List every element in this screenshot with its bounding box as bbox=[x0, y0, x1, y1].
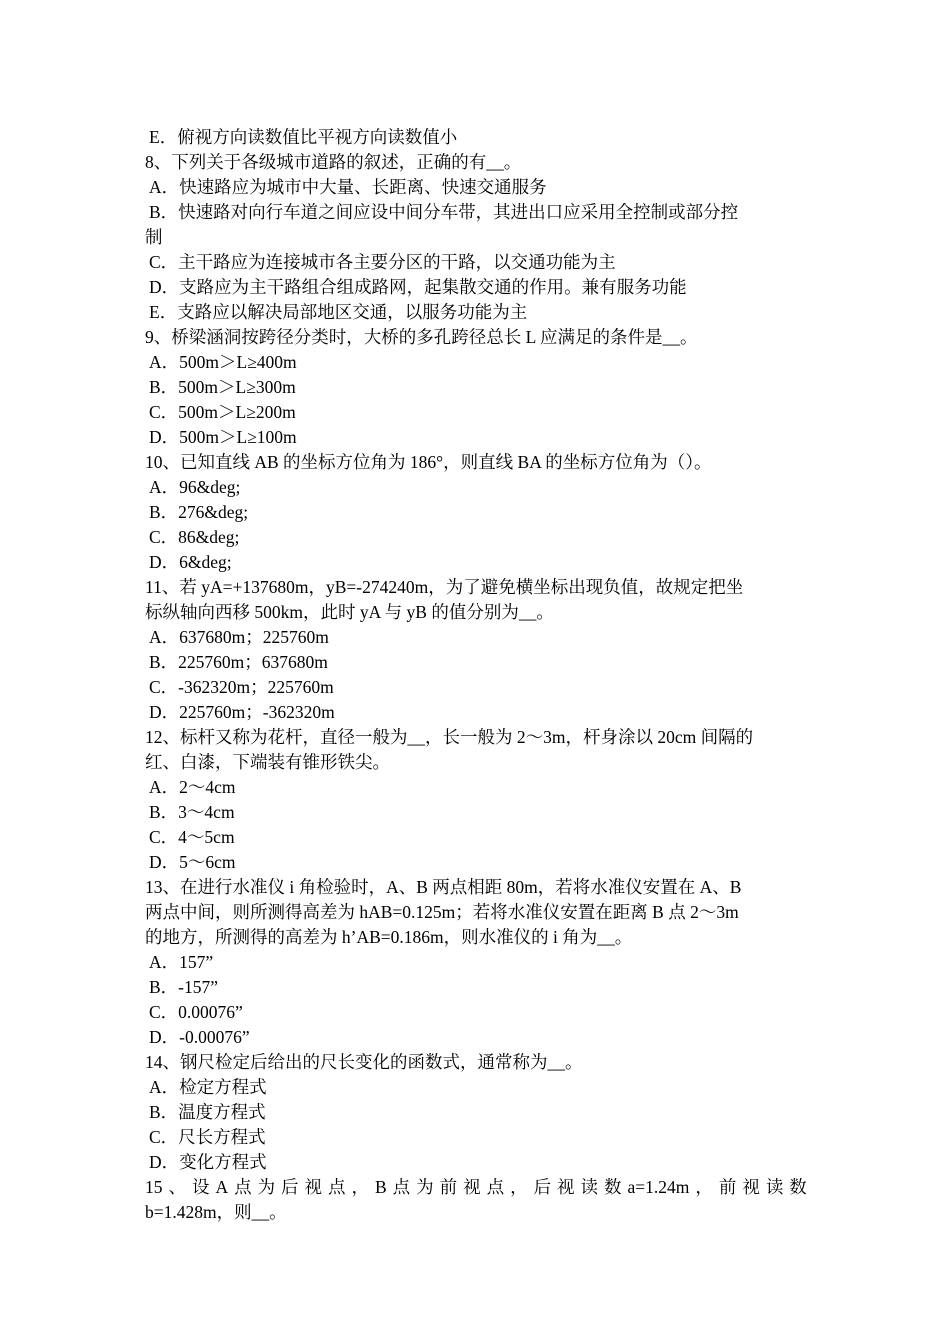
question-text: 10、已知直线 AB 的坐标方位角为 186°，则直线 BA 的坐标方位角为（）。 bbox=[145, 452, 712, 472]
question-15-token: 视 bbox=[304, 1177, 323, 1197]
question-15-token: 点 bbox=[234, 1177, 252, 1197]
question-text: 11、若 yA=+137680m，yB=-274240m，为了避免横坐标出现负值，故规定把坐 bbox=[145, 577, 744, 597]
answer-option: D．6&deg; bbox=[149, 552, 232, 572]
answer-option: A．96&deg; bbox=[149, 477, 241, 497]
question-text: 标纵轴向西移 500km，此时 yA 与 yB 的值分别为__。 bbox=[145, 602, 554, 622]
answer-option: D．500m＞L≥100m bbox=[149, 427, 297, 447]
question-text: 两点中间，则所测得高差为 hAB=0.125m；若将水准仪安置在距离 B 点 2～3m bbox=[145, 902, 739, 922]
question-15-token: ， bbox=[510, 1177, 528, 1197]
answer-option: B．温度方程式 bbox=[149, 1102, 266, 1122]
question-15-token: 视 bbox=[742, 1177, 760, 1197]
question-text: 8、下列关于各级城市道路的叙述，正确的有__。 bbox=[145, 152, 522, 172]
answer-option: D．225760m；-362320m bbox=[149, 702, 335, 722]
question-text: 的地方，所测得的高差为 h’AB=0.186m，则水准仪的 i 角为__。 bbox=[145, 927, 633, 947]
question-15-token: 点 bbox=[392, 1177, 411, 1197]
question-15-token: 点 bbox=[328, 1177, 346, 1197]
question-text: 制 bbox=[145, 227, 163, 247]
question-15-token: 15 bbox=[145, 1177, 163, 1197]
question-15-token: 视 bbox=[557, 1177, 575, 1197]
question-text-block bbox=[145, 125, 807, 1225]
question-15-token: A bbox=[215, 1177, 229, 1197]
question-15-token: 后 bbox=[281, 1177, 299, 1197]
question-15-token: ， bbox=[351, 1177, 369, 1197]
question-15-token: 前 bbox=[718, 1177, 737, 1197]
answer-option: D．5～6cm bbox=[149, 852, 236, 872]
question-15-token: 读 bbox=[765, 1177, 784, 1197]
answer-option: A．检定方程式 bbox=[149, 1077, 267, 1097]
question-15-token: 点 bbox=[486, 1177, 505, 1197]
answer-option: A．157” bbox=[149, 952, 214, 972]
answer-option: B．276&deg; bbox=[149, 502, 249, 522]
answer-option: D．支路应为主干路组合组成路网，起集散交通的作用。兼有服务功能 bbox=[149, 277, 687, 297]
question-15-token: a=1.24m bbox=[627, 1177, 690, 1197]
answer-option: B．快速路对向行车道之间应设中间分车带，其进出口应采用全控制或部分控 bbox=[149, 202, 739, 222]
answer-option: C．主干路应为连接城市各主要分区的干路，以交通功能为主 bbox=[149, 252, 616, 272]
question-15-token: 前 bbox=[439, 1177, 458, 1197]
question-15-token: 读 bbox=[580, 1177, 599, 1197]
question-text: 14、钢尺检定后给出的尺长变化的函数式，通常称为__。 bbox=[145, 1052, 583, 1072]
question-text: 12、标杆又称为花杆，直径一般为__，长一般为 2～3m，杆身涂以 20cm 间隔的 bbox=[145, 727, 754, 747]
question-15-token: 后 bbox=[533, 1177, 552, 1197]
question-text: 红、白漆，下端装有锥形铁尖。 bbox=[145, 752, 390, 772]
question-15-token: 、 bbox=[168, 1177, 186, 1197]
question-15-token: 设 bbox=[191, 1177, 210, 1197]
answer-option: A．500m＞L≥400m bbox=[149, 352, 297, 372]
answer-option: C．-362320m；225760m bbox=[149, 677, 334, 697]
answer-option: C．4～5cm bbox=[149, 827, 235, 847]
question-text: 13、在进行水准仪 i 角检验时，A、B 两点相距 80m，若将水准仪安置在 A、B bbox=[145, 877, 742, 897]
answer-option: A．2～4cm bbox=[149, 777, 236, 797]
answer-option: B．3～4cm bbox=[149, 802, 235, 822]
answer-option: A．快速路应为城市中大量、长距离、快速交通服务 bbox=[149, 177, 547, 197]
answer-option: E．俯视方向读数值比平视方向读数值小 bbox=[149, 127, 458, 147]
question-15-token: B bbox=[374, 1177, 387, 1197]
answer-option: B．500m＞L≥300m bbox=[149, 377, 296, 397]
question-15-token: ， bbox=[695, 1177, 713, 1197]
answer-option: B．-157” bbox=[149, 977, 219, 997]
answer-option: E．支路应以解决局部地区交通，以服务功能为主 bbox=[149, 302, 528, 322]
question-15-line-1 bbox=[145, 1175, 807, 1200]
question-lines bbox=[145, 125, 807, 1175]
question-15-token: 数 bbox=[604, 1177, 622, 1197]
question-text: 9、桥梁涵洞按跨径分类时，大桥的多孔跨径总长 L 应满足的条件是__。 bbox=[145, 327, 698, 347]
answer-option: D．-0.00076” bbox=[149, 1027, 250, 1047]
answer-option: C．0.00076” bbox=[149, 1002, 243, 1022]
question-15-token: 为 bbox=[416, 1177, 434, 1197]
answer-option: A．637680m；225760m bbox=[149, 627, 329, 647]
answer-option: C．尺长方程式 bbox=[149, 1127, 266, 1147]
question-15-line-2: b=1.428m，则__。 bbox=[145, 1202, 287, 1222]
answer-option: C．86&deg; bbox=[149, 527, 240, 547]
question-15-token: 数 bbox=[789, 1177, 807, 1197]
answer-option: C．500m＞L≥200m bbox=[149, 402, 296, 422]
question-15-token: 视 bbox=[463, 1177, 481, 1197]
question-15-token: 为 bbox=[257, 1177, 276, 1197]
answer-option: D．变化方程式 bbox=[149, 1152, 267, 1172]
answer-option: B．225760m；637680m bbox=[149, 652, 328, 672]
